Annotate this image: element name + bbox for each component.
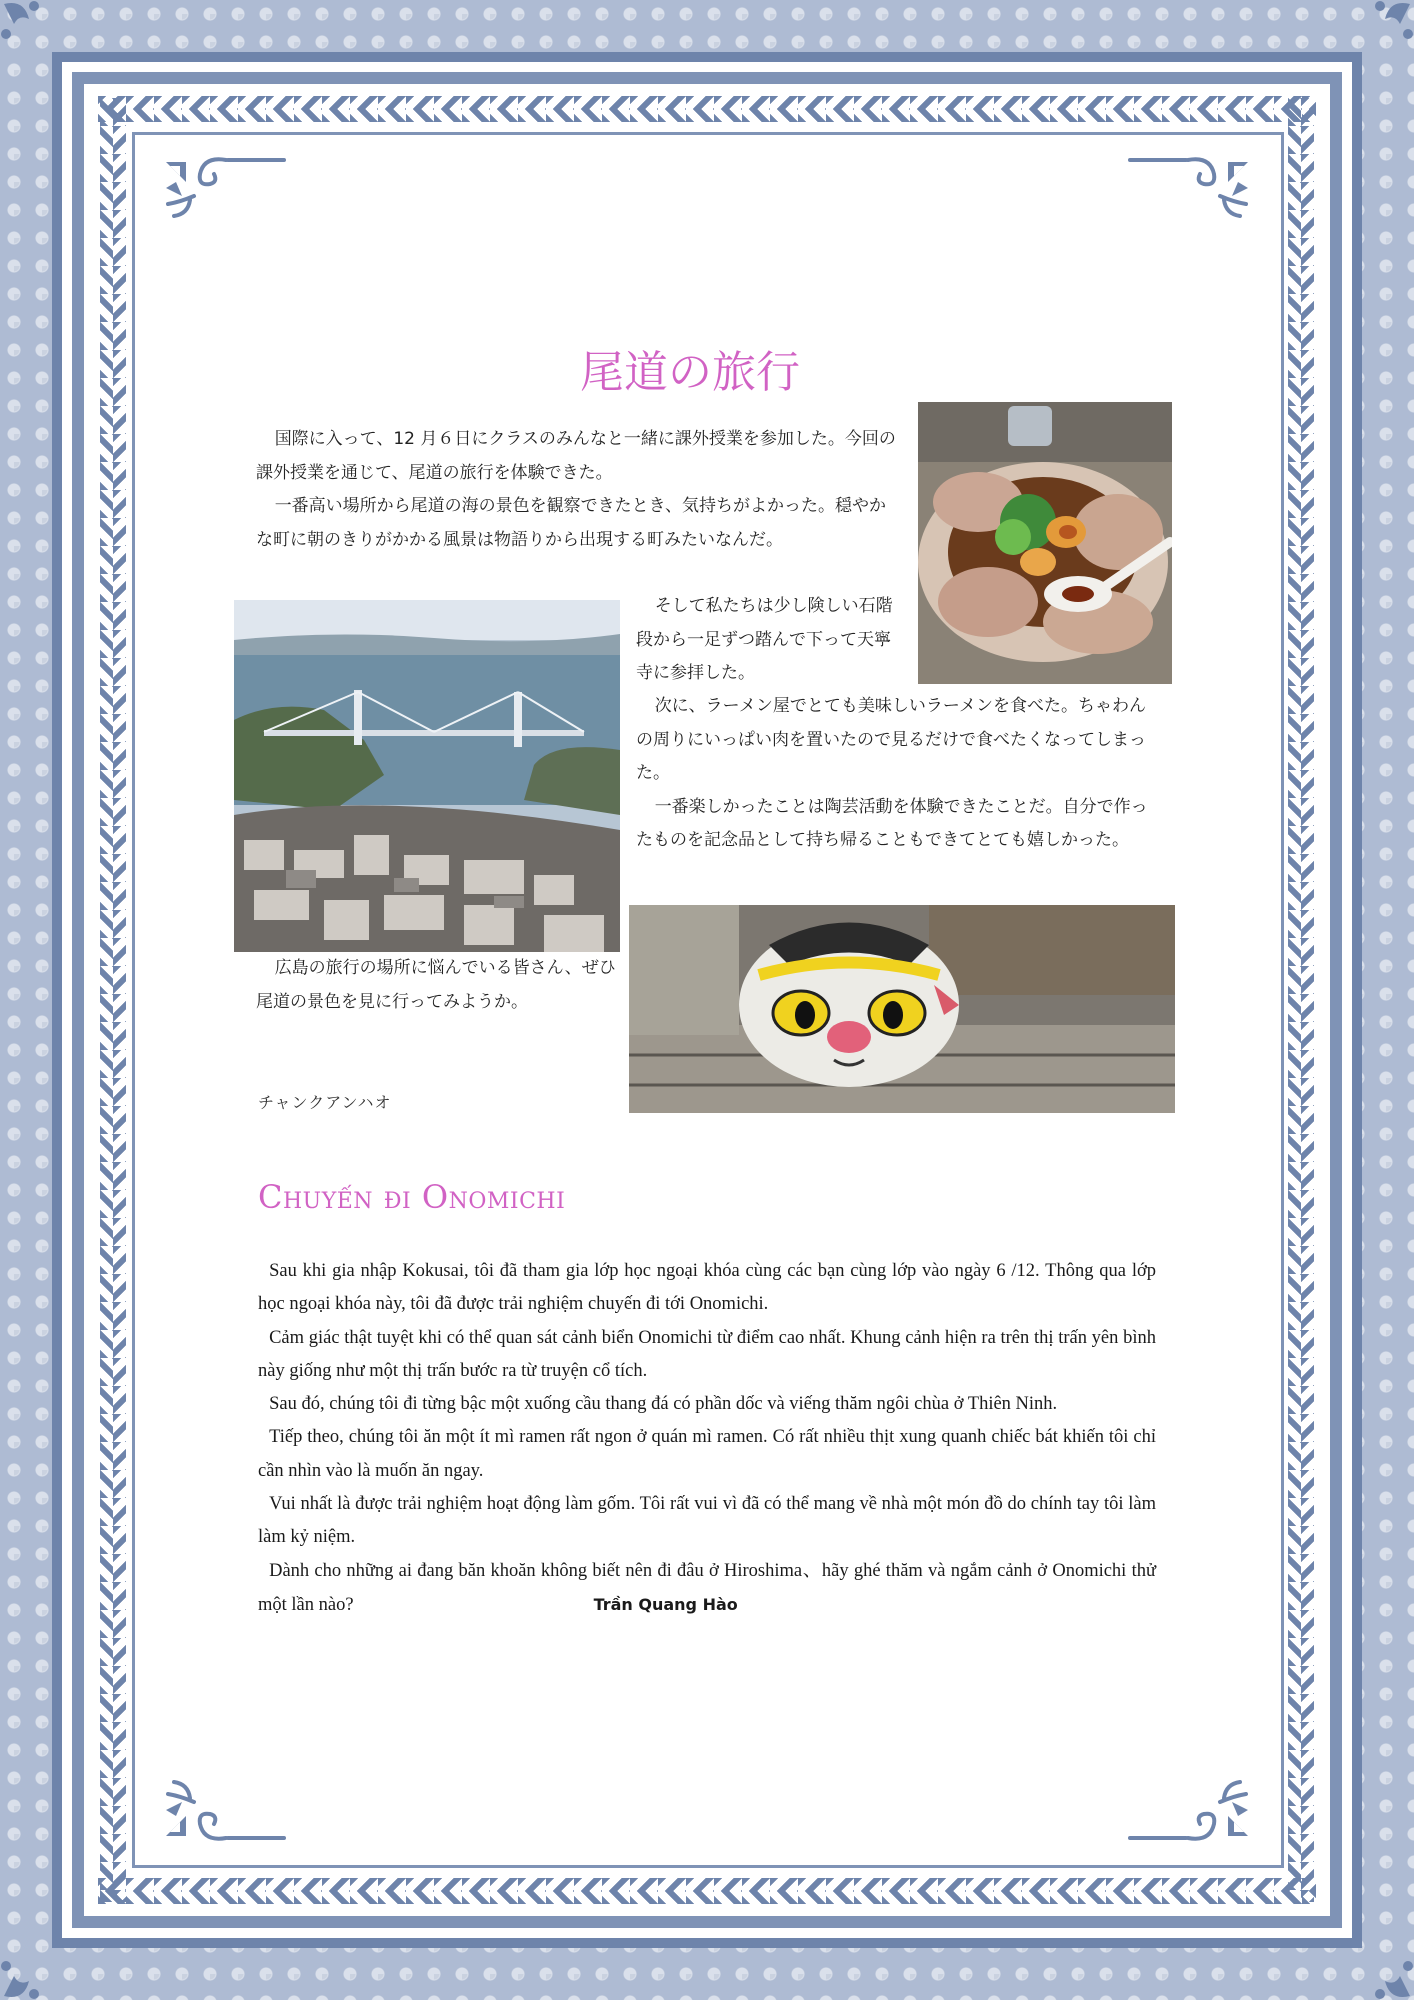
fleur-ornament-icon <box>0 1946 54 2000</box>
vietnamese-body <box>258 1255 1156 1622</box>
onomichi-city-photo <box>234 600 620 952</box>
vietnamese-title: Chuyến đi Onomichi <box>258 1178 566 1216</box>
vi-paragraph <box>258 1555 1156 1623</box>
jp-paragraph: そして私たちは少し険しい石階段から一足ずつ踏んで下って天寧寺に参拝した。 <box>636 596 893 683</box>
scroll-ornament-icon <box>1124 1776 1254 1846</box>
jp-paragraph: 国際に入って、12 月６日にクラスのみんなと一緒に課外授業を参加した。今回の課外授業を通じて、尾道の旅行を体験できた。 <box>256 429 896 483</box>
japanese-intro <box>256 423 902 557</box>
fleur-ornament-icon <box>0 0 54 54</box>
vi-paragraph: Tiếp theo, chúng tôi ăn một ít mì ramen rất ngon ở quán mì ramen. Có rất nhiều thịt xung quanh chiếc bát khiến tôi chỉ cần nhìn vào là muốn ăn ngay. <box>258 1427 1156 1481</box>
jp-paragraph: 次に、ラーメン屋でとても美味しいラーメンを食べた。ちゃわんの周りにいっぱい肉を置いたので見るだけで食べたくなってしまった。 <box>636 696 1146 783</box>
vi-closing-text: Dành cho những ai đang băn khoăn không biết nên đi đâu ở Hiroshima、hãy ghé thăm và ngắm cảnh ở Onomichi thử một lần nào? <box>258 1560 1156 1615</box>
vi-paragraph: Cảm giác thật tuyệt khi có thể quan sát cảnh biển Onomichi từ điểm cao nhất. Khung cảnh hiện ra trên thị trấn yên bình này giống như một thị trấn bước ra từ truyện cổ tích. <box>258 1327 1156 1381</box>
japanese-closing-text <box>256 952 618 1019</box>
painted-cat-stone-photo <box>629 905 1175 1113</box>
chevron-border-top <box>98 96 1316 122</box>
chevron-border-left <box>100 98 126 1902</box>
jp-paragraph: 一番楽しかったことは陶芸活動を体験できたことだ。自分で作ったものを記念品として持ち帰ることもできてとても嬉しかった。 <box>636 796 1148 850</box>
fleur-ornament-icon <box>1360 0 1414 54</box>
japanese-author: チャンクアンハオ <box>258 1093 392 1112</box>
ramen-photo <box>918 402 1172 684</box>
scroll-ornament-icon <box>160 152 290 222</box>
chevron-border-bottom <box>98 1878 1316 1904</box>
jp-paragraph: 広島の旅行の場所に悩んでいる皆さん、ぜひ尾道の景色を見に行ってみようか。 <box>256 958 616 1012</box>
vi-paragraph: Sau đó, chúng tôi đi từng bậc một xuống cầu thang đá có phần dốc và viếng thăm ngôi chùa ở Thiên Ninh. <box>269 1394 1058 1415</box>
vi-paragraph: Sau khi gia nhập Kokusai, tôi đã tham gia lớp học ngoại khóa cùng các bạn cùng lớp vào ngày 6 /12. Thông qua lớp học ngoại khóa này, tôi đã được trải nghiệm chuyến đi tới Onomichi. <box>258 1261 1156 1315</box>
vietnamese-author: Trần Quang Hào <box>593 1594 738 1614</box>
japanese-ramen-text <box>636 690 1156 858</box>
vi-paragraph: Vui nhất là được trải nghiệm hoạt động làm gốm. Tôi rất vui vì đã có thể mang về nhà một món đồ do chính tay tôi làm làm kỷ niệm. <box>258 1494 1156 1548</box>
japanese-title: 尾道の旅行 <box>580 347 800 398</box>
chevron-border-right <box>1288 98 1314 1902</box>
scroll-ornament-icon <box>160 1776 290 1846</box>
japanese-stairs-text <box>636 590 904 691</box>
scroll-ornament-icon <box>1124 152 1254 222</box>
jp-paragraph: 一番高い場所から尾道の海の景色を観察できたとき、気持ちがよかった。穏やかな町に朝のきりがかかる風景は物語りから出現する町みたいなんだ。 <box>256 496 887 550</box>
fleur-ornament-icon <box>1360 1946 1414 2000</box>
